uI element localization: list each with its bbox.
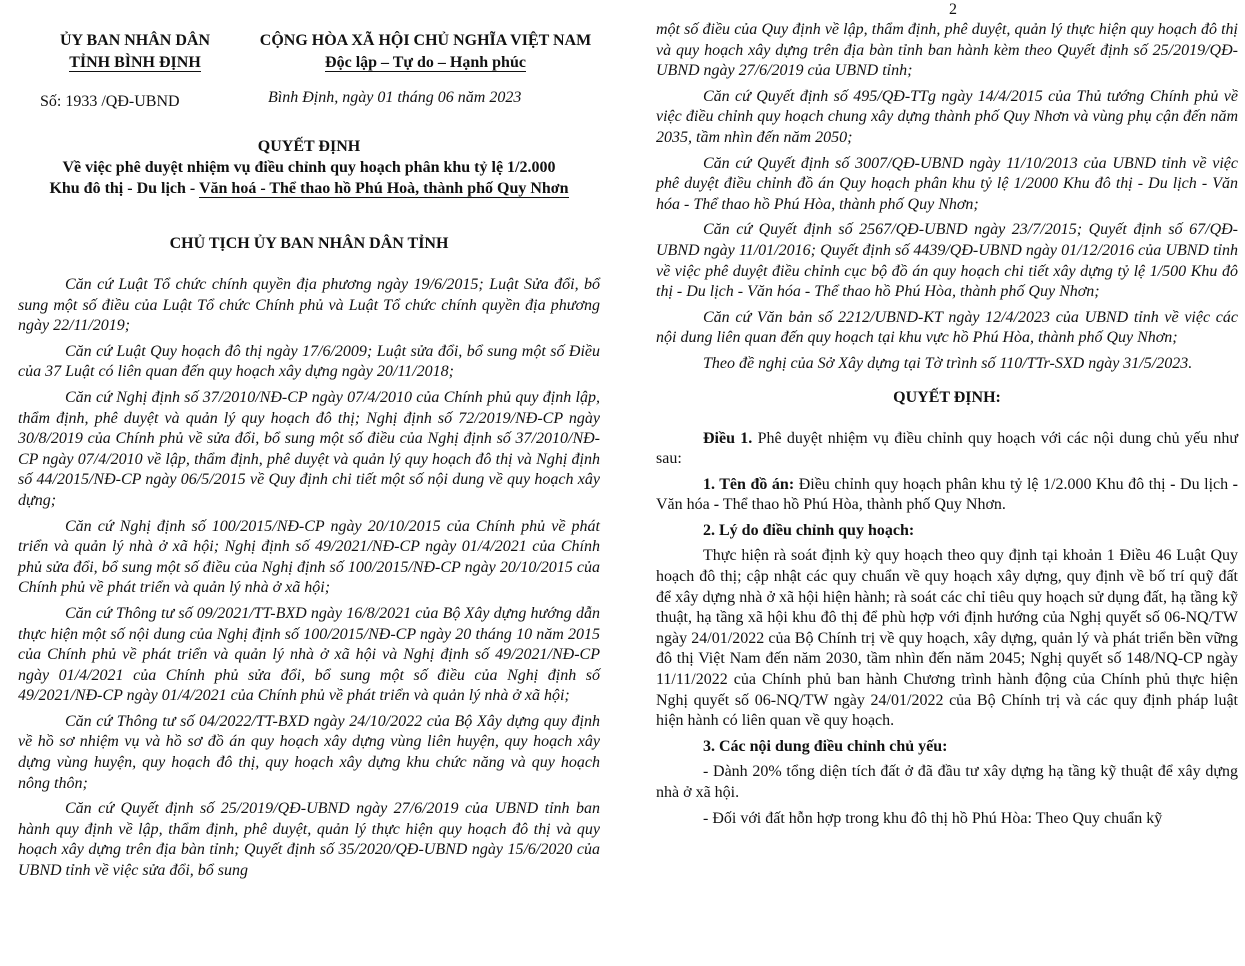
item-3-point-a: - Dành 20% tổng diện tích đất ở đã đầu tư xây dựng hạ tầng kỹ thuật để xây dựng nhà ở xã hội.: [656, 763, 1238, 801]
legal-basis-paragraph: Căn cứ Thông tư số 04/2022/TT-BXD ngày 24/10/2022 của Bộ Xây dựng quy định về hồ sơ nhiệm vụ và hồ sơ đồ án quy hoạch xây dựng vùng liên huyện, quy hoạch xây dựng vùng huyện, quy hoạch đô thị, quy hoạch xây dựng khu chức năng và quy hoạch nông thôn;: [18, 712, 600, 792]
item-1-text-a: Điều chỉnh quy hoạch phân khu tỷ lệ 1/2.000 Khu đô thị: [794, 475, 1171, 493]
article-1-text: Phê duyệt nhiệm vụ điều chỉnh quy hoạch với các nội dung chủ yếu như sau:: [656, 429, 1238, 468]
republic-line: CỘNG HÒA XÃ HỘI CHỦ NGHĨA VIỆT NAM: [259, 32, 592, 49]
national-motto: Độc lập – Tự do – Hạnh phúc: [325, 54, 526, 71]
item-1-label: 1. Tên đồ án:: [703, 475, 795, 493]
subject-part-a: Khu đô thị - Du lịch -: [49, 180, 199, 197]
dash: -: [1232, 475, 1238, 493]
chairman-heading: CHỦ TỊCH ỦY BAN NHÂN DÂN TỈNH: [169, 235, 449, 252]
decision-subject-line-2: [18, 178, 600, 199]
issuing-agency: [20, 30, 250, 74]
right-column: [656, 0, 1238, 834]
left-column: [18, 0, 600, 887]
item-2-text: Thực hiện rà soát định kỳ quy hoạch theo quy định tại khoản 1 Điều 46 Luật Quy hoạch đô thị; cập nhật các quy chuẩn về quy hoạch xây dựng, quy định về bố trí quỹ đất để xây dựng nhà ở xã hội hiện hành; rà soát các chỉ tiêu quy hoạch sử dụng đất, hạ tầng kỹ thuật, hạ tầng xã hội khu đô thị để phù hợp với định hướng của Nghị quyết số 06-NQ/TW ngày 24/01/2022 của Bộ Chính trị về quy hoạch, xây dựng, quản lý và phát triển bền vững đô thị Việt Nam đến năm 2030, tầm nhìn đến năm 2045; Nghị quyết số 148/NQ-CP ngày 11/11/2022 của Chính phủ ban hành Chương trình hành động của Chính phủ thực hiện Nghị quyết số 06-NQ/TW ngày 24/01/2022 của Bộ Chính trị và các quy định pháp luật hiện hành có liên quan về quy hoạch.: [656, 547, 1238, 730]
subject-part-b: Văn hoá - Thể thao hồ Phú Hoà, thành phố Quy Nhơn: [198, 180, 569, 197]
legal-basis-paragraph: Căn cứ Luật Quy hoạch đô thị ngày 17/6/2009; Luật sửa đổi, bổ sung một số Điều của 37 Luật có liên quan đến quy hoạch xây dựng ngày 20/11/2018;: [18, 342, 600, 381]
legal-basis-paragraph: Căn cứ Quyết định số 2567/QĐ-UBND ngày 23/7/2015; Quyết định số 67/QĐ-UBND ngày 11/01/2016; Quyết định số 4439/QĐ-UBND ngày 01/12/2016 của UBND tỉnh về việc phê duyệt điều chỉnh cục bộ đồ án quy hoạch chi tiết xây dựng tỷ lệ 1/500 Khu đô thị - Du lịch - Văn hóa - Thể thao hồ Phú Hòa, thành phố Quy Nhơn;: [656, 221, 1238, 301]
legal-basis-paragraph: Căn cứ Thông tư số 09/2021/TT-BXD ngày 16/8/2021 của Bộ Xây dựng hướng dẫn thực hiện một số nội dung của Nghị định số 100/2015/NĐ-CP ngày 20 tháng 10 năm 2015 của Chính phủ về phát triển và quản lý nhà ở xã hội và Nghị định số 49/2021/NĐ-CP ngày 01/4/2021 của Chính phủ sửa đổi, bổ sung một số điều của Nghị định số 49/2021/NĐ-CP ngày 01/4/2021 của Chính phủ về phát triển và quản lý nhà ở xã hội;: [18, 604, 600, 705]
document-number: Số: 1933 /QĐ-UBND: [40, 93, 180, 110]
national-title: [243, 30, 608, 74]
legal-basis-paragraph: Căn cứ Văn bản số 2212/UBND-KT ngày 12/4/2023 của UBND tỉnh về việc các nội dung liên quan đến quy hoạch tại khu vực hồ Phú Hòa, thành phố Quy Nhơn;: [656, 308, 1238, 347]
legal-basis-paragraph: Căn cứ Quyết định số 25/2019/QĐ-UBND ngày 27/6/2019 của UBND tỉnh ban hành quy định về lập, thẩm định, phê duyệt, quản lý thực hiện quy hoạch đô thị và quy hoạch xây dựng trên địa bàn tỉnh; Quyết định số 35/2020/QĐ-UBND ngày 15/6/2020 của UBND tỉnh về việc sửa đổi, bổ sung: [18, 800, 600, 880]
item-1-text-b: Du lịch: [1175, 475, 1233, 493]
legal-basis-paragraph: Căn cứ Quyết định số 495/QĐ-TTg ngày 14/4/2015 của Thủ tướng Chính phủ về việc điều chỉnh quy hoạch chung xây dựng thành phố Quy Nhơn và vùng phụ cận đến năm 2035, tầm nhìn đến năm 2050;: [656, 87, 1238, 146]
dash: -: [1170, 475, 1176, 493]
item-1-text-c: Văn hóa: [656, 496, 714, 514]
document-header: [18, 0, 600, 122]
document-date: Bình Định, ngày 01 tháng 06 năm 2023: [268, 89, 522, 106]
legal-basis-paragraph: Căn cứ Nghị định số 100/2015/NĐ-CP ngày 20/10/2015 của Chính phủ về phát triển và quản lý nhà ở xã hội; Nghị định số 49/2021/NĐ-CP ngày 01/4/2021 của Chính phủ sửa đổi, bổ sung một số điều của Nghị định số 100/2015/NĐ-CP ngày 20/10/2015 của Chính phủ về phát triển và quản lý nhà ở xã hội;: [18, 517, 600, 597]
item-3-label: 3. Các nội dung điều chỉnh chủ yếu:: [703, 737, 948, 755]
item-2-label: 2. Lý do điều chỉnh quy hoạch:: [703, 521, 915, 539]
page-number: 2: [949, 1, 957, 18]
item-1-text-d: Thể thao hồ Phú Hòa, thành phố Quy Nhơn.: [719, 496, 1006, 514]
decision-subject-line-1: Về việc phê duyệt nhiệm vụ điều chỉnh quy hoạch phân khu tỷ lệ 1/2.000: [62, 159, 556, 176]
agency-line-2: TỈNH BÌNH ĐỊNH: [69, 54, 201, 71]
decision-heading: QUYẾT ĐỊNH:: [893, 388, 1001, 406]
article-1-label: Điều 1.: [703, 429, 753, 447]
item-1-project-name: [656, 475, 1238, 516]
legal-basis-paragraph: Căn cứ Quyết định số 3007/QĐ-UBND ngày 11/10/2013 của UBND tỉnh về việc phê duyệt điều chỉnh đồ án Quy hoạch phân khu tỷ lệ 1/2000 Khu đô thị - Du lịch - Văn hóa - Thể thao hồ Phú Hòa, thành phố Quy Nhơn;: [656, 154, 1238, 213]
legal-basis-paragraph: Căn cứ Luật Tổ chức chính quyền địa phương ngày 19/6/2015; Luật Sửa đổi, bổ sung một số điều của Luật Tổ chức Chính phủ và Luật Tổ chức chính quyền địa phương ngày 22/11/2019;: [18, 276, 600, 335]
continued-paragraph: một số điều của Quy định về lập, thẩm định, phê duyệt, quản lý thực hiện quy hoạch đô thị và quy hoạch xây dựng trên địa bàn tỉnh ban hành kèm theo Quyết định số 25/2019/QĐ-UBND ngày 27/6/2019 của UBND tỉnh;: [656, 21, 1238, 80]
proposal-paragraph: Theo đề nghị của Sở Xây dựng tại Tờ trình số 110/TTr-SXD ngày 31/5/2023.: [703, 354, 1193, 372]
article-1: [656, 429, 1238, 470]
dash: -: [713, 496, 720, 514]
item-3-point-b: - Đối với đất hỗn hợp trong khu đô thị hồ Phú Hòa: Theo Quy chuẩn kỹ: [703, 809, 1163, 827]
decision-title: QUYẾT ĐỊNH: [257, 138, 361, 155]
legal-basis-paragraph: Căn cứ Nghị định số 37/2010/NĐ-CP ngày 07/4/2010 của Chính phủ quy định lập, thẩm định, phê duyệt và quản lý quy hoạch đô thị; Nghị định số 72/2019/NĐ-CP ngày 30/8/2019 của Chính phủ về sửa đổi, bổ sung một số điều của Nghị định số 37/2010/NĐ-CP ngày 07/4/2010 về lập, thẩm định, phê duyệt và quản lý quy hoạch đô thị và Nghị định số 44/2015/NĐ-CP ngày 06/5/2015 về Quy định chi tiết một số nội dung về quy hoạch xây dựng;: [18, 388, 600, 509]
agency-line-1: ỦY BAN NHÂN DÂN: [59, 32, 211, 49]
